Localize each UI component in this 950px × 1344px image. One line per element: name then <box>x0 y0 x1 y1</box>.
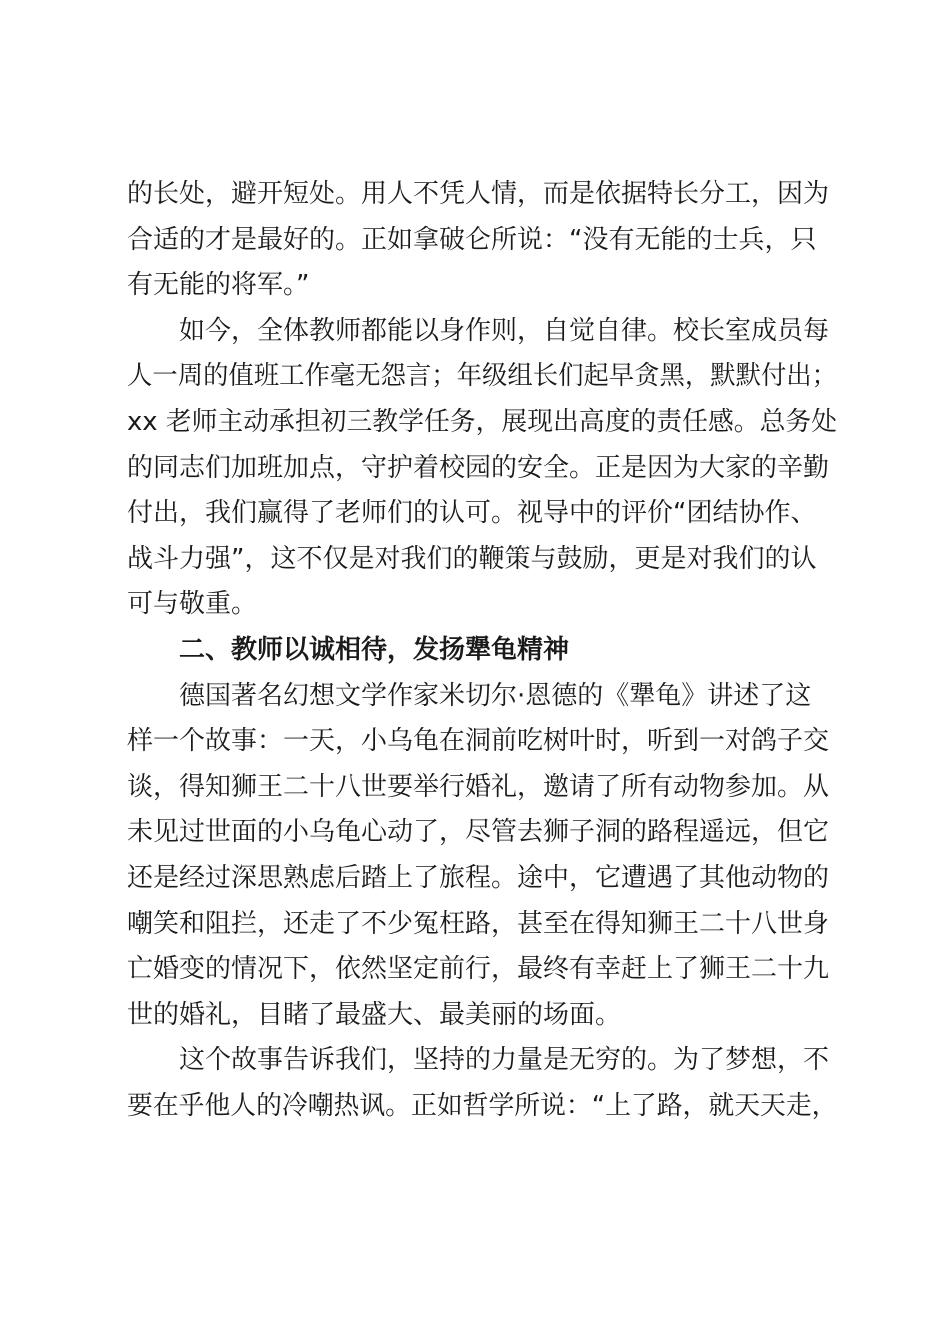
text-line: 样一个故事：一天，小乌龟在洞前吃树叶时，听到一对鸽子交 <box>127 726 830 757</box>
text-line: 有无能的将军。” <box>127 270 310 301</box>
text-line: 可与敬重。 <box>127 589 258 620</box>
text-line: xx 老师主动承担初三教学任务，展现出高度的责任感。总务处 <box>127 406 838 437</box>
text-line: 嘲笑和阻拦，还走了不少冤枉路，甚至在得知狮王二十八世身 <box>127 908 830 939</box>
text-line: 人一周的值班工作毫无怨言；年级组长们起早贪黑，默默付出； <box>127 361 838 392</box>
text-line: 的同志们加班加点，守护着校园的安全。正是因为大家的辛勤 <box>127 452 830 483</box>
text-line: 的长处，避开短处。用人不凭人情，而是依据特长分工，因为 <box>127 179 830 209</box>
text-line: 战斗力强”，这不仅是对我们的鞭策与鼓励，更是对我们的认 <box>127 543 817 574</box>
text-line: 未见过世面的小乌龟心动了，尽管去狮子洞的路程遥远，但它 <box>127 817 830 848</box>
text-line: 要在乎他人的冷嘲热讽。正如哲学所说：“上了路，就天天走， <box>127 1090 838 1121</box>
text-line: 谈，得知狮王二十八世要举行婚礼，邀请了所有动物参加。从 <box>127 771 830 802</box>
text-line: 还是经过深思熟虑后踏上了旅程。途中，它遭遇了其他动物的 <box>127 862 830 893</box>
paragraph-start-line: 这个故事告诉我们，坚持的力量是无穷的。为了梦想，不 <box>179 1045 830 1076</box>
paragraph-start-line: 德国著名幻想文学作家米切尔·恩德的《犟龟》讲述了这 <box>179 680 812 711</box>
text-line: 合适的才是最好的。正如拿破仑所说：“没有无能的士兵，只 <box>127 224 817 255</box>
paragraph-start-line: 如今，全体教师都能以身作则，自觉自律。校长室成员每 <box>179 315 830 346</box>
body-text <box>127 172 837 1129</box>
text-line: 世的婚礼，目睹了最盛大、最美丽的场面。 <box>127 999 622 1030</box>
text-line: 付出，我们赢得了老师们的认可。视导中的评价“团结协作、 <box>127 498 817 529</box>
section-heading: 二、教师以诚相待，发扬犟龟精神 <box>179 634 570 665</box>
text-line: 亡婚变的情况下，依然坚定前行，最终有幸赶上了狮王二十九 <box>127 954 830 985</box>
